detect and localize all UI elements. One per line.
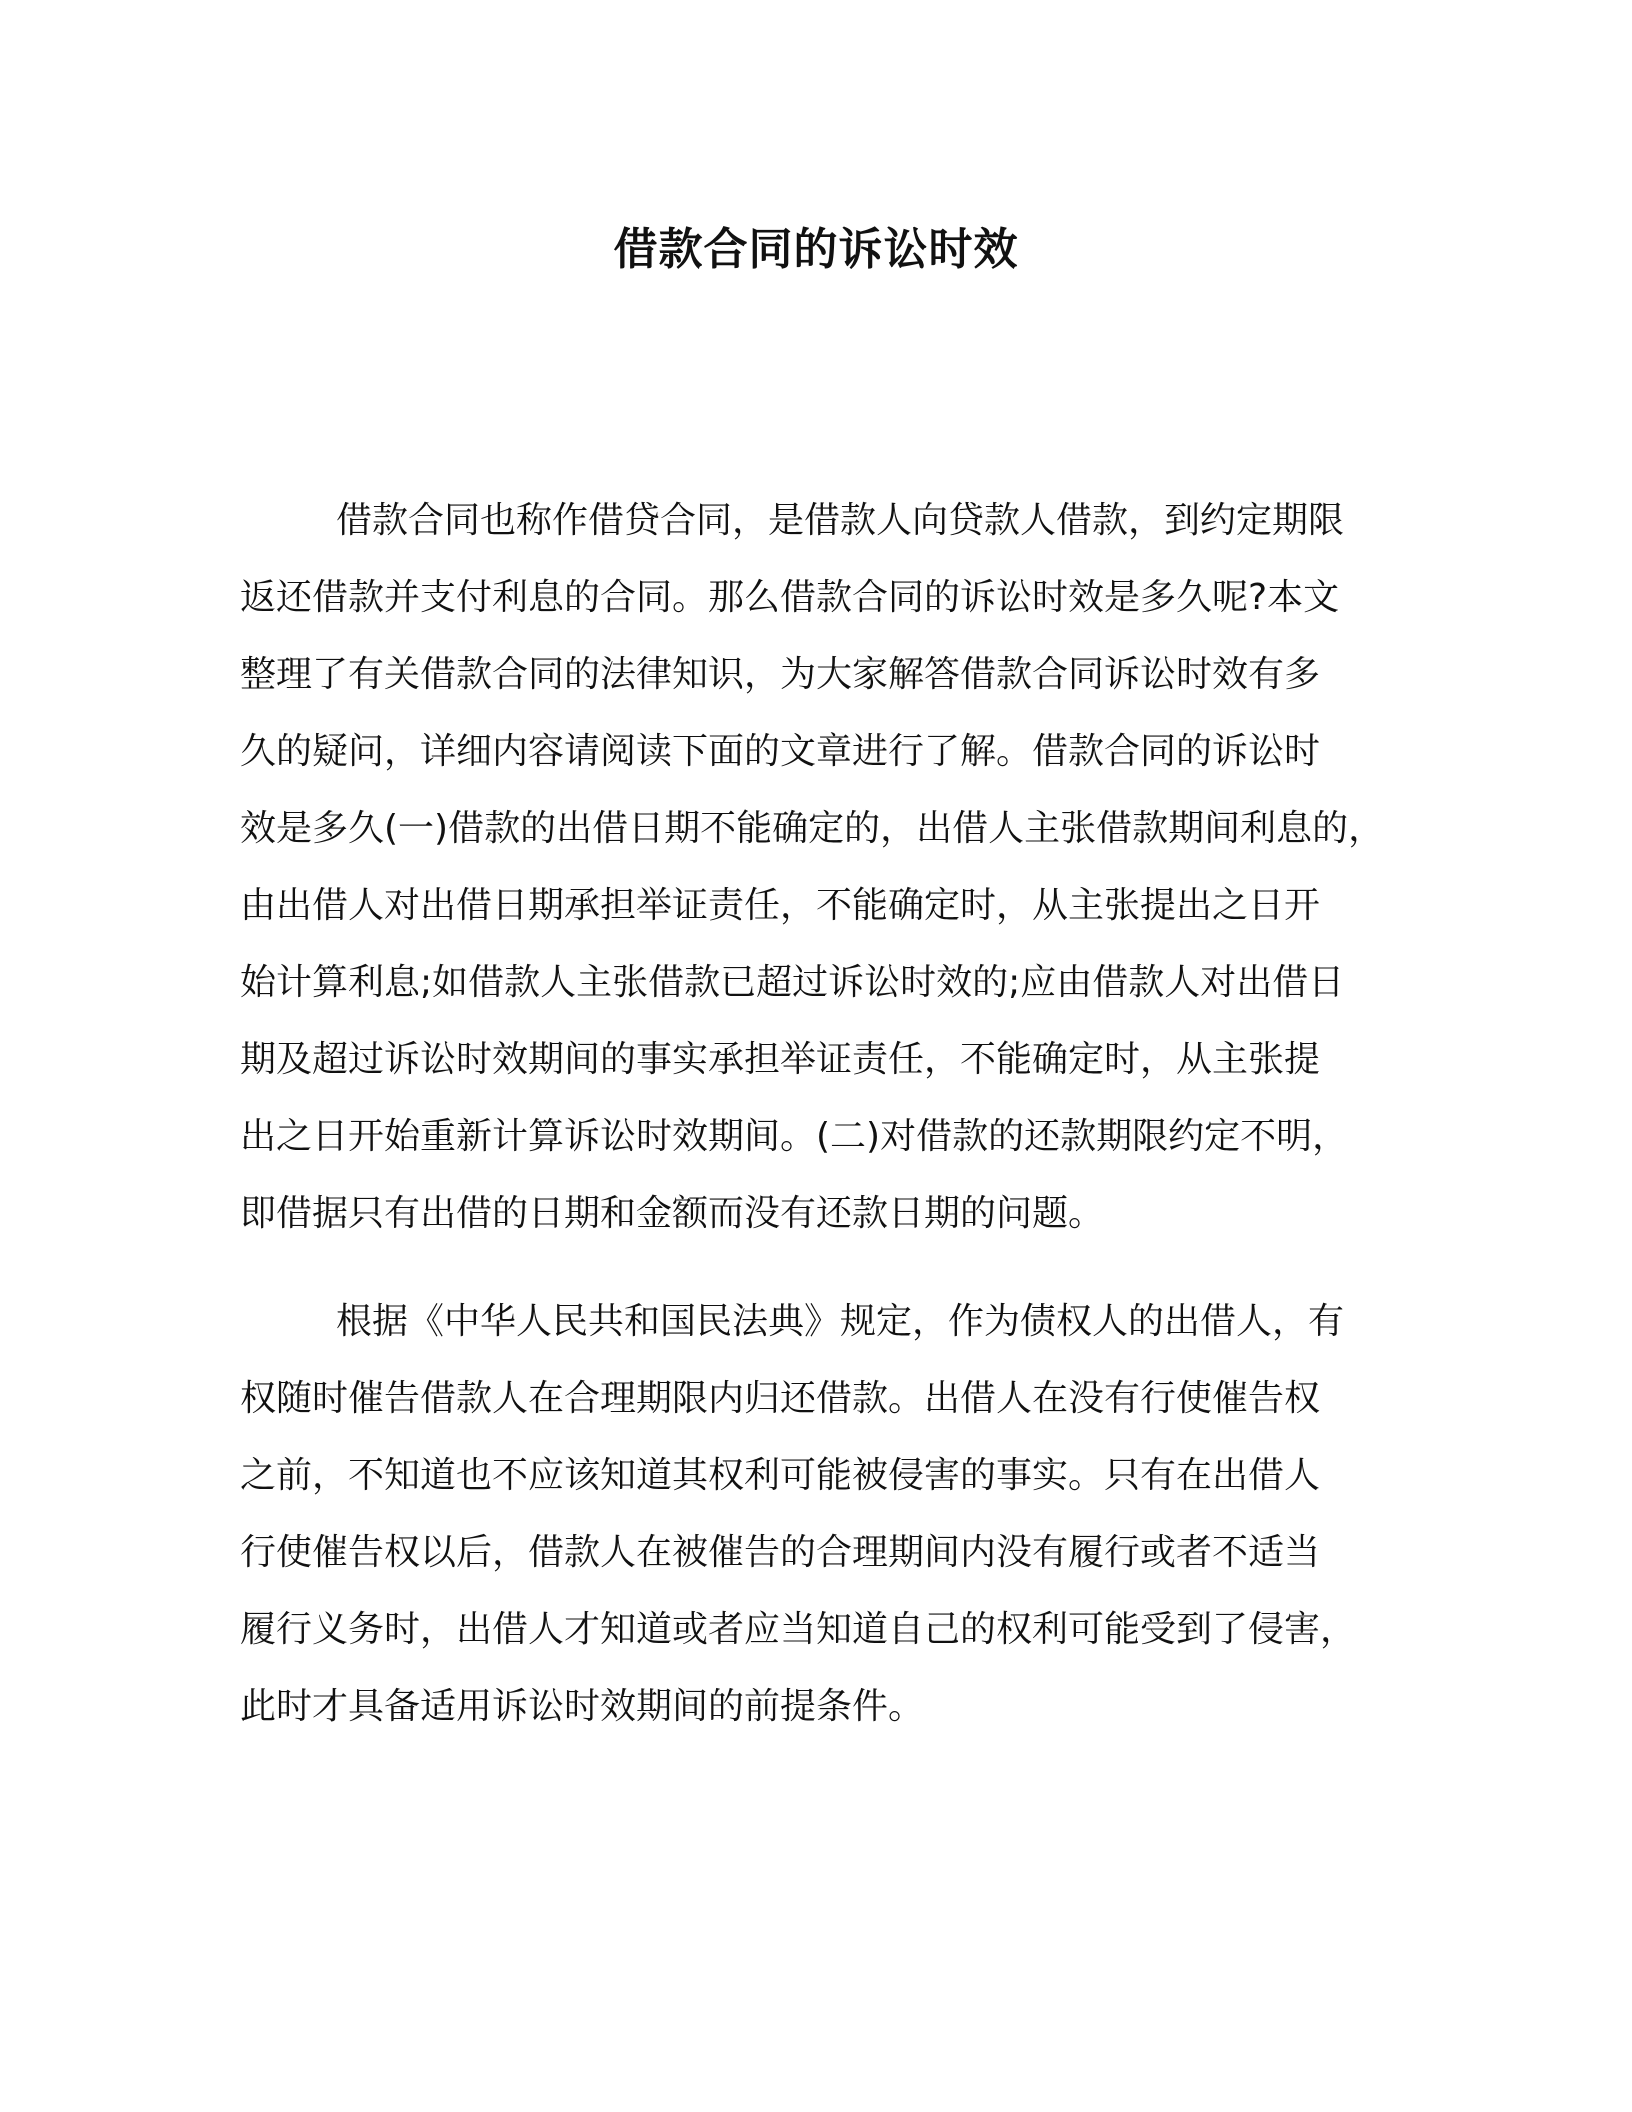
paragraph-2	[240, 1283, 1410, 1745]
paragraph-1	[240, 482, 1410, 1252]
paragraph-line: 返还借款并支付利息的合同。那么借款合同的诉讼时效是多久呢?本文	[240, 577, 1340, 618]
document-title: 借款合同的诉讼时效	[613, 224, 1019, 275]
paragraph-line: 久的疑问，详细内容请阅读下面的文章进行了解。借款合同的诉讼时	[240, 731, 1321, 772]
paragraph-line: 履行义务时，出借人才知道或者应当知道自己的权利可能受到了侵害，	[240, 1609, 1357, 1650]
paragraph-line: 期及超过诉讼时效期间的事实承担举证责任，不能确定时，从主张提	[240, 1039, 1321, 1080]
paragraph-line: 根据《中华人民共和国民法典》规定，作为债权人的出借人，有	[336, 1301, 1345, 1342]
paragraph-line: 出之日开始重新计算诉讼时效期间。(二)对借款的还款期限约定不明，	[240, 1116, 1349, 1157]
paragraph-line: 之前，不知道也不应该知道其权利可能被侵害的事实。只有在出借人	[240, 1455, 1321, 1496]
paragraph-line: 即借据只有出借的日期和金额而没有还款日期的问题。	[240, 1193, 1105, 1234]
paragraph-line: 行使催告权以后，借款人在被催告的合理期间内没有履行或者不适当	[240, 1532, 1321, 1573]
paragraph-line: 整理了有关借款合同的法律知识，为大家解答借款合同诉讼时效有多	[240, 654, 1321, 695]
paragraph-line: 借款合同也称作借贷合同，是借款人向贷款人借款，到约定期限	[336, 500, 1345, 541]
paragraph-line: 始计算利息;如借款人主张借款已超过诉讼时效的;应由借款人对出借日	[240, 962, 1345, 1003]
paragraph-line: 此时才具备适用诉讼时效期间的前提条件。	[240, 1686, 925, 1727]
paragraph-line: 效是多久(一)借款的出借日期不能确定的，出借人主张借款期间利息的，	[240, 808, 1385, 849]
paragraph-line: 由出借人对出借日期承担举证责任，不能确定时，从主张提出之日开	[240, 885, 1321, 926]
paragraph-line: 权随时催告借款人在合理期限内归还借款。出借人在没有行使催告权	[240, 1378, 1321, 1419]
